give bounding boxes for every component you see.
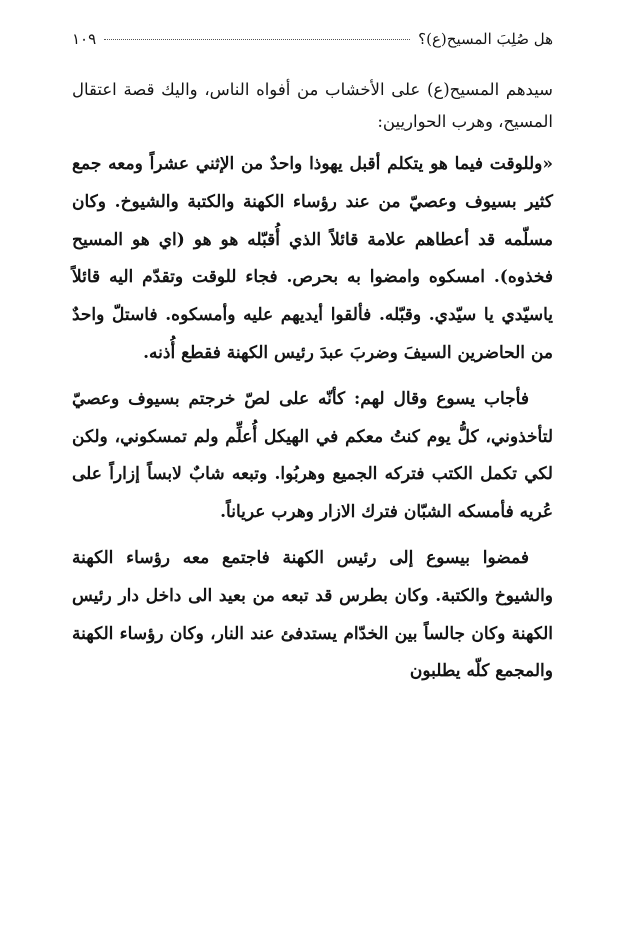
dot-leader xyxy=(104,39,410,40)
page-number: ١٠٩ xyxy=(72,30,97,48)
quote-paragraph-3: فمضوا بيسوع إلى رئيس الكهنة فاجتمع معه رؤساء الكهنة والشيوخ والكتبة. وكان بطرس قد تبعه من بعيد الى داخل دار رئيس الكهنة وكان جالساً بين الخدّام يستدفئ عند النار، وكان رؤساء الكهنة والمجمع كلّه يطلبون xyxy=(72,547,553,682)
quote-paragraph-1: «وللوقت فيما هو يتكلم أقبل يهوذا واحدٌ من الإثني عشراً ومعه جمع كثير بسيوف وعصيّ من عند رؤساء الكهنة والكتبة والشيوخ. وكان مسلّمه قد أعطاهم علامة قائلاً الذي أُقبّله هو هو (اي هو المسيح فخذوه). امسكوه وامضوا به بحرص. فجاء للوقت وتقدّم اليه قائلاً ياسيّدي يا سيّدي. وقبّله. فألقوا أيديهم عليه وأمسكوه. فاستلّ واحدٌ من الحاضرين السيفَ وضربَ عبدَ رئيس الكهنة فقطع أُذنه. xyxy=(72,154,553,363)
running-title: هل صُلِبَ المسيح(ع)؟ xyxy=(418,30,553,48)
quote-paragraph-2: فأجاب يسوع وقال لهم: كأنّه على لصّ خرجتم بسيوف وعصيّ لتأخذوني، كلُّ يوم كنتُ معكم في الهيكل أُعلِّم ولم تمسكوني، ولكن لكي تكمل الكتب فتركه الجميع وهربُوا. وتبعه شابٌ لابساً إزاراً على عُريه فأمسكه الشبّان فترك الازار وهرب عرياناً. xyxy=(72,388,553,523)
intro-paragraph: سيدهم المسيح(ع) على الأخشاب من أفواه الناس، واليك قصة اعتقال المسيح، وهرب الحواريين: xyxy=(72,80,553,131)
gospel-quotation xyxy=(72,146,553,691)
running-header xyxy=(72,30,553,52)
